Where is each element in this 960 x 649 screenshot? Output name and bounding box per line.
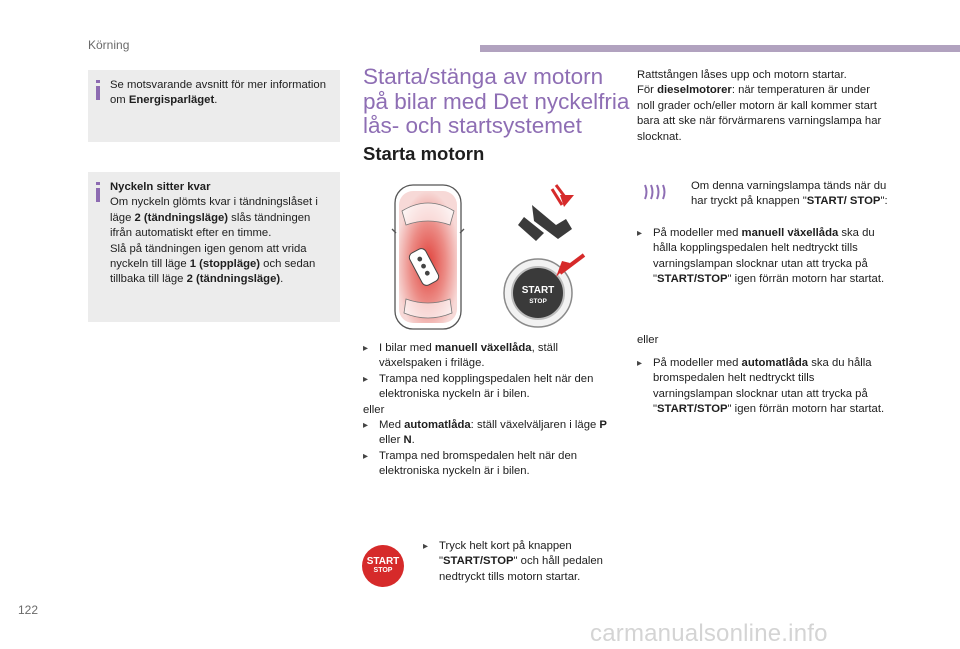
warning-instructions-automatic xyxy=(637,356,892,418)
page-number: 122 xyxy=(18,603,39,617)
illus-stop-label: STOP xyxy=(529,298,547,305)
header-bar xyxy=(480,45,960,52)
info-box-energy xyxy=(88,70,340,142)
start-stop-badge-icon: START STOP xyxy=(362,545,404,587)
list-item: ▸ På modeller med manuell växellåda ska du hålla kopplingspedalen helt nedtryckt tills varningslampan slocknar utan att trycka på "START/STOP" igen förrän motorn har startat. xyxy=(637,226,892,288)
illus-start-label: START xyxy=(521,285,555,296)
engine-started-text: Rattstången låses upp och motorn startar. För dieselmotorer: när temperaturen är under noll grader och/eller motorn är kall kommer start bara att ske när förvärmarens varningslampa har slocknat. xyxy=(637,69,882,143)
info-box-key-left xyxy=(88,172,340,322)
list-item: ▸ På modeller med automatlåda ska du hålla bromspedalen helt nedtryckt tills varningslampan slocknar utan att trycka på "START/STOP" igen förrän motorn har startat. xyxy=(637,356,892,418)
list-item: ▸ I bilar med manuell växellåda, ställ växelspaken i friläge. xyxy=(363,341,615,372)
page-title: Starta/stänga av motorn på bilar med Det nyckelfria lås- och startsystemet xyxy=(363,64,630,138)
list-item: ▸ Trampa ned kopplingspedalen helt när den elektroniska nyckeln är i bilen. xyxy=(363,372,615,403)
section-subtitle: Starta motorn xyxy=(363,143,485,164)
or-text: eller xyxy=(637,334,659,346)
info-box-text: Se motsvarande avsnitt för mer information om Energisparläget. xyxy=(110,79,326,107)
car-keyless-illustration xyxy=(384,181,596,333)
list-item: ▸ Med automatlåda: ställ växelväljaren i läge P eller N. xyxy=(363,418,615,449)
warning-instructions xyxy=(637,226,892,288)
or-text: eller xyxy=(363,403,385,416)
info-box-text: Nyckeln sitter kvar Om nyckeln glömts kvar i tändningslåset i läge 2 (tändningsläge) slås tändningen ifrån automatiskt efter en timme. Slå på tändningen igen genom att vrida nyckeln till läge 1 (stoppläge) och sedan tillbaka till läge 2 (tändningsläge). xyxy=(110,181,318,286)
preheating-warning-icon xyxy=(642,182,672,202)
foot-pedal-icon xyxy=(518,185,574,241)
watermark: carmanualsonline.info xyxy=(590,620,828,647)
start-stop-button-icon xyxy=(504,255,584,327)
start-instructions xyxy=(363,341,615,480)
info-icon xyxy=(96,80,100,100)
info-icon xyxy=(96,182,100,202)
warning-lamp-text: Om denna varningslampa tänds när du har tryckt på knappen "START/ STOP": xyxy=(691,180,888,208)
list-item: ▸ Trampa ned bromspedalen helt när den elektroniska nyckeln är i bilen. xyxy=(363,449,615,480)
press-start-instruction: ▸ Tryck helt kort på knappen "START/STOP" och håll pedalen nedtryckt tills motorn startar. xyxy=(423,539,629,585)
section-header: Körning xyxy=(88,38,130,52)
